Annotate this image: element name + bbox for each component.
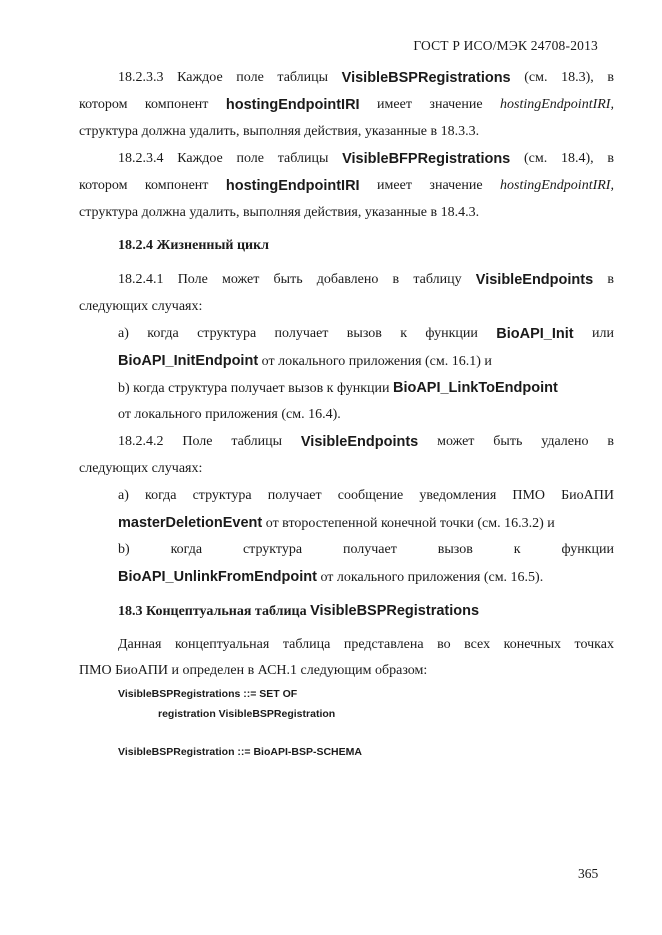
- word: компонент: [144, 97, 209, 112]
- para-18-2-4-2-line-1: [118, 432, 614, 452]
- para-18-2-4-1-line-1: [118, 270, 614, 290]
- text-run: b) когда структура получает вызов к функции: [118, 381, 393, 396]
- para-18-2-4-2-line-2: следующих случаях:: [79, 461, 203, 476]
- asn1-code-line-1: VisibleBSPRegistrations ::= SET OF: [118, 688, 298, 700]
- item-b-line-1: [118, 378, 614, 399]
- word: всех: [464, 637, 491, 652]
- component-name: hostingEndpointIRI: [225, 178, 360, 194]
- word: таблица: [282, 637, 331, 652]
- asn1-code-line-3: VisibleBSPRegistration ::= BioAPI-BSP-SCHEMA: [118, 746, 362, 758]
- word: в: [607, 272, 614, 287]
- word: таблицы: [277, 70, 329, 85]
- clause-number: 18.2.4.2: [118, 434, 164, 449]
- word: получает: [342, 542, 397, 557]
- word: ПМО: [512, 488, 546, 503]
- item-a-line-2: [118, 351, 614, 372]
- word: 18.3),: [561, 70, 594, 85]
- item-b-line-2: от локального приложения (см. 16.4).: [118, 407, 341, 422]
- para-18-2-3-4-line-3: структура должна удалить, выполняя действия, указанные в 18.4.3.: [79, 205, 480, 220]
- para-18-2-4-1-line-2: следующих случаях:: [79, 299, 203, 314]
- word: функции: [425, 326, 478, 341]
- asn1-code-line-2: registration VisibleBSPRegistration: [158, 708, 336, 720]
- word: в: [607, 434, 614, 449]
- para-intro-line-2: ПМО БиоАПИ и определен в АСН.1 следующим образом:: [79, 663, 428, 678]
- value-italic: hostingEndpointIRI,: [500, 178, 614, 193]
- word: когда: [170, 542, 203, 557]
- word: быть: [273, 272, 303, 287]
- word: структура: [242, 542, 303, 557]
- word: когда: [144, 488, 177, 503]
- para-18-2-3-3-line-2: [79, 95, 614, 115]
- text-run: от локального приложения (см. 16.5).: [316, 570, 544, 585]
- word: когда: [147, 326, 179, 341]
- word: может: [437, 434, 475, 449]
- clause-number: 18.2.4.1: [118, 272, 164, 287]
- word: (см.: [524, 70, 548, 85]
- para-18-2-3-4-line-2: [79, 176, 614, 196]
- word: Данная: [118, 637, 162, 652]
- word: таблицы: [231, 434, 283, 449]
- word: конечных: [503, 637, 562, 652]
- item-b2-line-2: [118, 567, 614, 588]
- word: таблицу: [413, 272, 462, 287]
- para-18-2-3-3-line-1: [118, 68, 614, 88]
- table-name: VisibleBFPRegistrations: [342, 151, 511, 167]
- word: получает: [274, 326, 329, 341]
- page-number: 365: [578, 866, 599, 881]
- word: может: [222, 272, 260, 287]
- word: компонент: [144, 178, 209, 193]
- word: в: [607, 151, 614, 166]
- word: таблицы: [277, 151, 329, 166]
- word: добавлено: [316, 272, 379, 287]
- word: котором: [79, 97, 128, 112]
- table-name: VisibleBSPRegistrations: [341, 70, 511, 86]
- word: уведомления: [419, 488, 497, 503]
- item-b2-line-1: [118, 540, 614, 560]
- list-marker: b): [118, 542, 130, 557]
- event-name: masterDeletionEvent: [118, 515, 263, 531]
- word: Поле: [182, 434, 213, 449]
- word: значение: [429, 178, 483, 193]
- function-name: BioAPI_LinkToEndpoint: [392, 380, 558, 396]
- word: во: [437, 637, 451, 652]
- word: в: [607, 70, 614, 85]
- function-name: BioAPI_UnlinkFromEndpoint: [118, 569, 317, 585]
- word: к: [400, 326, 408, 341]
- text-run: от второстепенной конечной точки (см. 16.3.2) и: [262, 516, 555, 531]
- word: вызов: [346, 326, 382, 341]
- component-name: hostingEndpointIRI: [225, 97, 360, 113]
- word: к: [513, 542, 521, 557]
- table-name: VisibleEndpoints: [475, 272, 594, 288]
- item-a2-line-1: [118, 486, 614, 506]
- word: или: [591, 326, 614, 341]
- word: 18.4),: [560, 151, 594, 166]
- word: сообщение: [337, 488, 404, 503]
- section-heading-18-2-4: 18.2.4 Жизненный цикл: [118, 238, 269, 253]
- word: представлена: [343, 637, 424, 652]
- word: вызов: [437, 542, 473, 557]
- word: концептуальная: [174, 637, 270, 652]
- word: котором: [79, 178, 128, 193]
- word: функции: [561, 542, 614, 557]
- word: быть: [493, 434, 523, 449]
- word: Каждое: [177, 70, 223, 85]
- table-name: VisibleBSPRegistrations: [310, 603, 480, 619]
- clause-number: 18.2.3.3: [118, 70, 164, 85]
- text-run: от локального приложения (см. 16.1) и: [258, 354, 492, 369]
- word: удалено: [541, 434, 589, 449]
- item-a2-line-2: [118, 513, 614, 534]
- list-marker: а): [118, 326, 129, 341]
- word: структура: [192, 488, 252, 503]
- word: поле: [236, 70, 264, 85]
- word: получает: [267, 488, 322, 503]
- word: имеет: [377, 97, 412, 112]
- table-name: VisibleEndpoints: [300, 434, 419, 450]
- function-name: BioAPI_InitEndpoint: [118, 353, 259, 369]
- word: имеет: [377, 178, 412, 193]
- para-18-2-3-4-line-1: [118, 149, 614, 169]
- function-name: BioAPI_Init: [496, 326, 574, 342]
- para-intro-line-1: [118, 635, 614, 655]
- word: Поле: [177, 272, 208, 287]
- value-italic: hostingEndpointIRI,: [500, 97, 614, 112]
- document-header: ГОСТ Р ИСО/МЭК 24708-2013: [413, 38, 598, 53]
- item-a-line-1: [118, 324, 614, 344]
- word: значение: [429, 97, 483, 112]
- word: точках: [574, 637, 614, 652]
- word: БиоАПИ: [561, 488, 614, 503]
- word: структура: [197, 326, 257, 341]
- para-18-2-3-3-line-3: структура должна удалить, выполняя действия, указанные в 18.3.3.: [79, 124, 480, 139]
- word: в: [392, 272, 400, 287]
- list-marker: а): [118, 488, 129, 503]
- heading-text: 18.3 Концептуальная таблица: [118, 604, 311, 619]
- word: (см.: [523, 151, 548, 166]
- word: поле: [236, 151, 265, 166]
- clause-number: 18.2.3.4: [118, 151, 164, 166]
- section-heading-18-3: [118, 601, 614, 622]
- word: Каждое: [177, 151, 223, 166]
